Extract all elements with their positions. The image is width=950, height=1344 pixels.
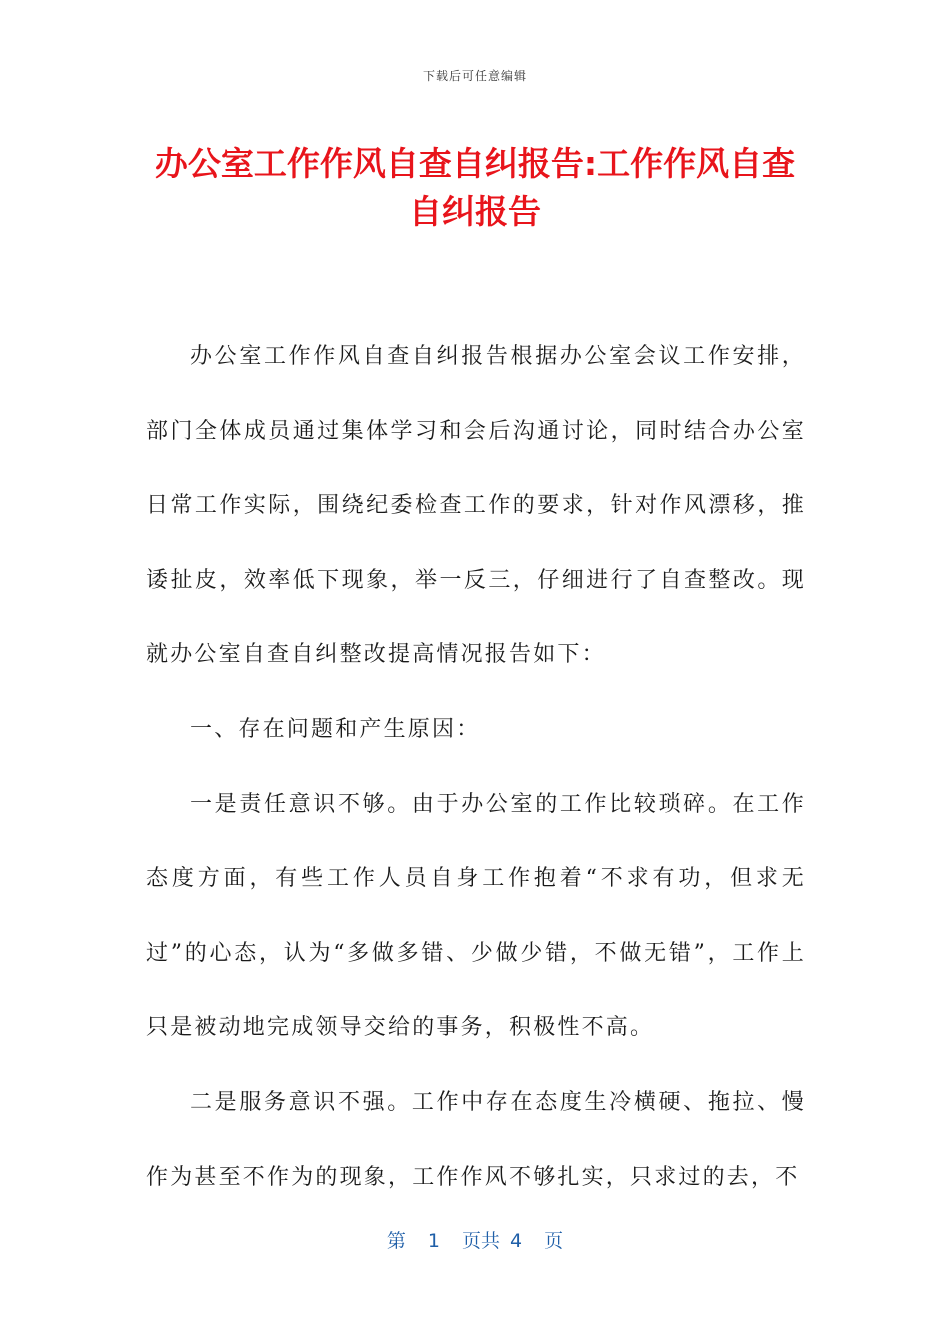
paragraph-section-heading: 一、存在问题和产生原因：: [190, 716, 481, 742]
page-label-suffix: 页: [544, 1230, 564, 1252]
page-label-prefix: 第: [386, 1230, 406, 1252]
document-title: 办公室工作作风自查自纠报告:工作作风自查自纠报告: [154, 144, 796, 231]
page-header-note: 下载后可任意编辑: [422, 69, 527, 83]
document-body: [146, 320, 806, 1215]
paragraph-issue-two: 二是服务意识不强。工作中存在态度生冷横硬、拖拉、慢作为甚至不作为的现象，工作作风不够扎实，只求过的去，不: [146, 1089, 806, 1190]
page-label-middle: 页共: [461, 1230, 500, 1252]
current-page-number: 1: [427, 1230, 440, 1252]
page-footer: [0, 1226, 950, 1253]
paragraph-intro: 办公室工作作风自查自纠报告根据办公室会议工作安排，部门全体成员通过集体学习和会后沟通讨论，同时结合办公室日常工作实际，围绕纪委检查工作的要求，针对作风漂移，推诿扯皮，效率低下现象，举一反三，仔细进行了自查整改。现就办公室自查自纠整改提高情况报告如下：: [146, 344, 806, 668]
paragraph-issue-one: 一是责任意识不够。由于办公室的工作比较琐碎。在工作态度方面，有些工作人员自身工作抱着“不求有功，但求无过”的心态，认为“多做多错、少做少错，不做无错”，工作上只是被动地完成领导交给的事务，积极性不高。: [146, 791, 806, 1041]
total-page-count: 4: [510, 1230, 523, 1252]
